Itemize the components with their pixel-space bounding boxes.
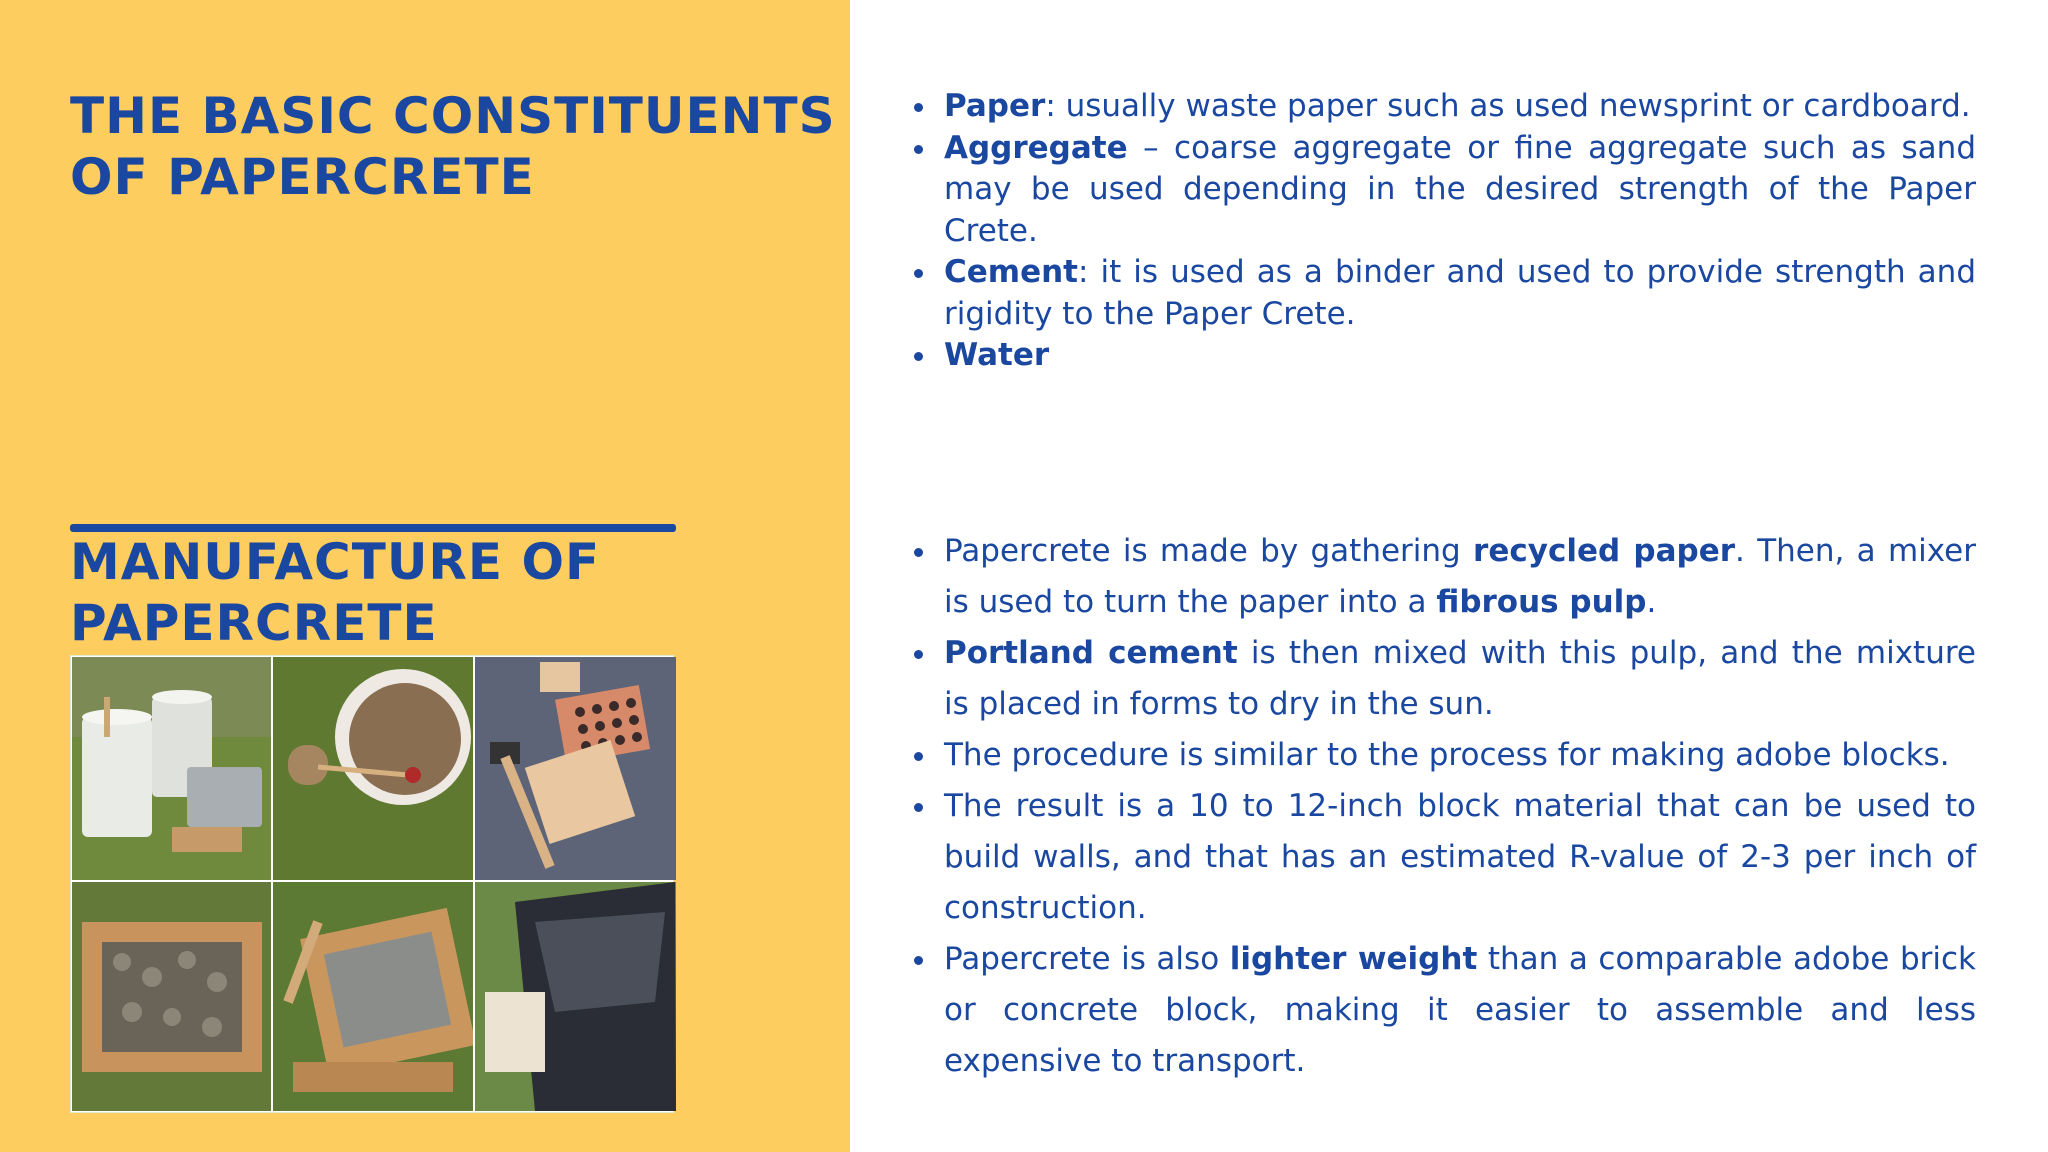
- manufacture-heading-line1: MANUFACTURE OF: [70, 533, 601, 591]
- list-item: [908, 252, 1976, 335]
- manufacture-heading: [70, 532, 600, 654]
- constituents-heading-line2: OF PAPERCRETE: [70, 148, 535, 206]
- term-paper: Paper: [944, 88, 1046, 124]
- manufacture-heading-line2: PAPERCRETE: [70, 594, 438, 652]
- photo-form-pulp: [72, 882, 271, 1111]
- term-water: Water: [944, 337, 1050, 373]
- papercrete-photo-collage: [70, 655, 674, 1113]
- list-item: [908, 86, 1976, 128]
- term-aggregate: Aggregate: [944, 129, 1128, 166]
- list-item-text: . Then, a mixer is used to turn the paper into a: [944, 533, 1976, 620]
- list-item-text: than a comparable adobe brick or concrete block, making it easier to assemble and less expensive to transport.: [944, 941, 1976, 1079]
- photo-form-smoothed: [273, 882, 473, 1111]
- constituents-heading: [70, 86, 836, 208]
- photo-tools-brick: [475, 657, 676, 880]
- list-item: [908, 128, 1976, 253]
- list-item-text: The procedure is similar to the process for making adobe blocks.: [944, 737, 1950, 773]
- photo-buckets: [72, 657, 271, 880]
- list-item-text: – coarse aggregate or fine aggregate such as sand may be used depending in the desired strength of the Paper Crete.: [944, 129, 1976, 249]
- list-item: [908, 335, 1976, 377]
- section-divider: [70, 524, 676, 532]
- photo-tarp-blocks: [475, 882, 676, 1111]
- list-item-text: : it is used as a binder and used to provide strength and rigidity to the Paper Crete.: [944, 254, 1976, 332]
- list-item-text: Papercrete is made by gathering: [944, 533, 1474, 569]
- list-item: [908, 781, 1976, 934]
- list-item: [908, 628, 1976, 730]
- term-cement: Cement: [944, 254, 1078, 290]
- constituents-list: [908, 86, 1976, 377]
- emphasis-text: Portland cement: [944, 635, 1238, 671]
- emphasis-text: lighter weight: [1229, 941, 1478, 977]
- list-item: [908, 526, 1976, 628]
- photo-pulp-bucket: [273, 657, 473, 880]
- list-item: [908, 934, 1976, 1087]
- emphasis-text: fibrous pulp: [1436, 584, 1647, 620]
- list-item: [908, 730, 1976, 781]
- emphasis-text: recycled paper: [1473, 533, 1736, 569]
- list-item-text: .: [1646, 584, 1657, 620]
- list-item-text: is then mixed with this pulp, and the mixture is placed in forms to dry in the sun.: [944, 635, 1976, 722]
- constituents-heading-line1: THE BASIC CONSTITUENTS: [70, 87, 836, 145]
- list-item-text: The result is a 10 to 12-inch block material that can be used to build walls, and that has an estimated R-value of 2-3 per inch of construction.: [944, 788, 1976, 926]
- list-item-text: Papercrete is also: [944, 941, 1230, 977]
- list-item-text: : usually waste paper such as used newsprint or cardboard.: [1045, 88, 1971, 124]
- manufacture-list: [908, 526, 1976, 1087]
